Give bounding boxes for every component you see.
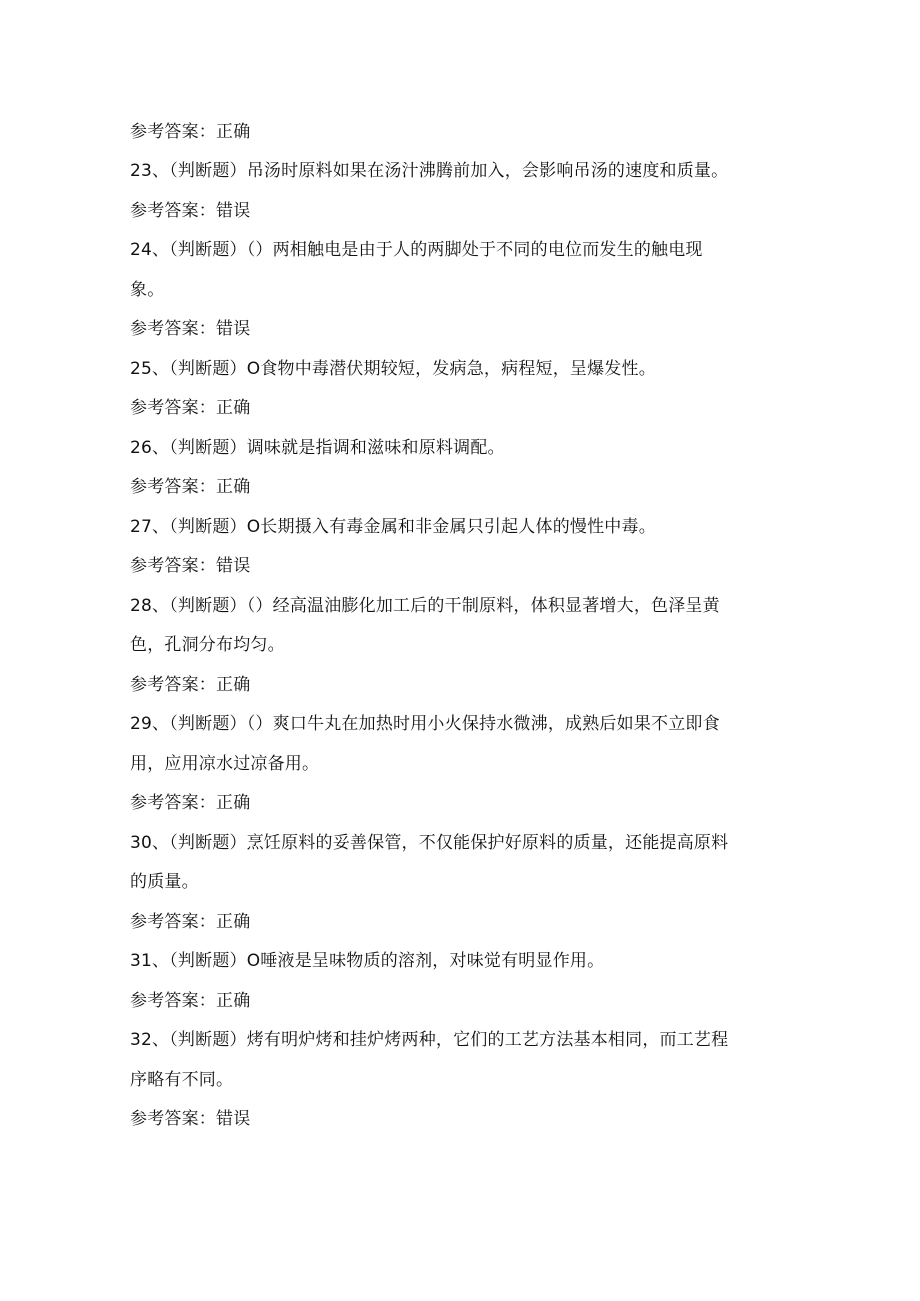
answer-line: 参考答案：正确: [130, 912, 251, 932]
answer-line: 参考答案：正确: [130, 398, 251, 418]
question-31: 31、（判断题）O唾液是呈味物质的溶剂，对味觉有明显作用。: [130, 951, 605, 971]
question-29-continued: 用，应用凉水过凉备用。: [130, 754, 320, 774]
answer-line: 参考答案：错误: [130, 556, 251, 576]
question-29: 29、（判断题）（）爽口牛丸在加热时用小火保持水微沸，成熟后如果不立即食: [130, 714, 720, 734]
question-23: 23、（判断题）吊汤时原料如果在汤汁沸腾前加入，会影响吊汤的速度和质量。: [130, 161, 729, 181]
answer-line: 参考答案：错误: [130, 201, 251, 221]
answer-line: 参考答案：错误: [130, 319, 251, 339]
answer-line: 参考答案：正确: [130, 793, 251, 813]
question-32-continued: 序略有不同。: [130, 1070, 234, 1090]
question-32: 32、（判断题）烤有明炉烤和挂炉烤两种，它们的工艺方法基本相同，而工艺程: [130, 1030, 729, 1050]
question-28-continued: 色，孔洞分布均匀。: [130, 635, 285, 655]
answer-line: 参考答案：正确: [130, 991, 251, 1011]
question-25: 25、（判断题）O食物中毒潜伏期较短，发病急，病程短，呈爆发性。: [130, 359, 656, 379]
question-30-continued: 的质量。: [130, 872, 199, 892]
answer-line: 参考答案：正确: [130, 122, 251, 142]
answer-line: 参考答案：错误: [130, 1109, 251, 1129]
question-24-continued: 象。: [130, 280, 165, 300]
question-26: 26、（判断题）调味就是指调和滋味和原料调配。: [130, 438, 505, 458]
question-30: 30、（判断题）烹饪原料的妥善保管，不仅能保护好原料的质量，还能提高原料: [130, 833, 729, 853]
question-27: 27、（判断题）O长期摄入有毒金属和非金属只引起人体的慢性中毒。: [130, 517, 656, 537]
answer-line: 参考答案：正确: [130, 477, 251, 497]
question-28: 28、（判断题）（）经高温油膨化加工后的干制原料，体积显著增大，色泽呈黄: [130, 596, 720, 616]
question-24: 24、（判断题）（）两相触电是由于人的两脚处于不同的电位而发生的触电现: [130, 240, 703, 260]
answer-line: 参考答案：正确: [130, 675, 251, 695]
